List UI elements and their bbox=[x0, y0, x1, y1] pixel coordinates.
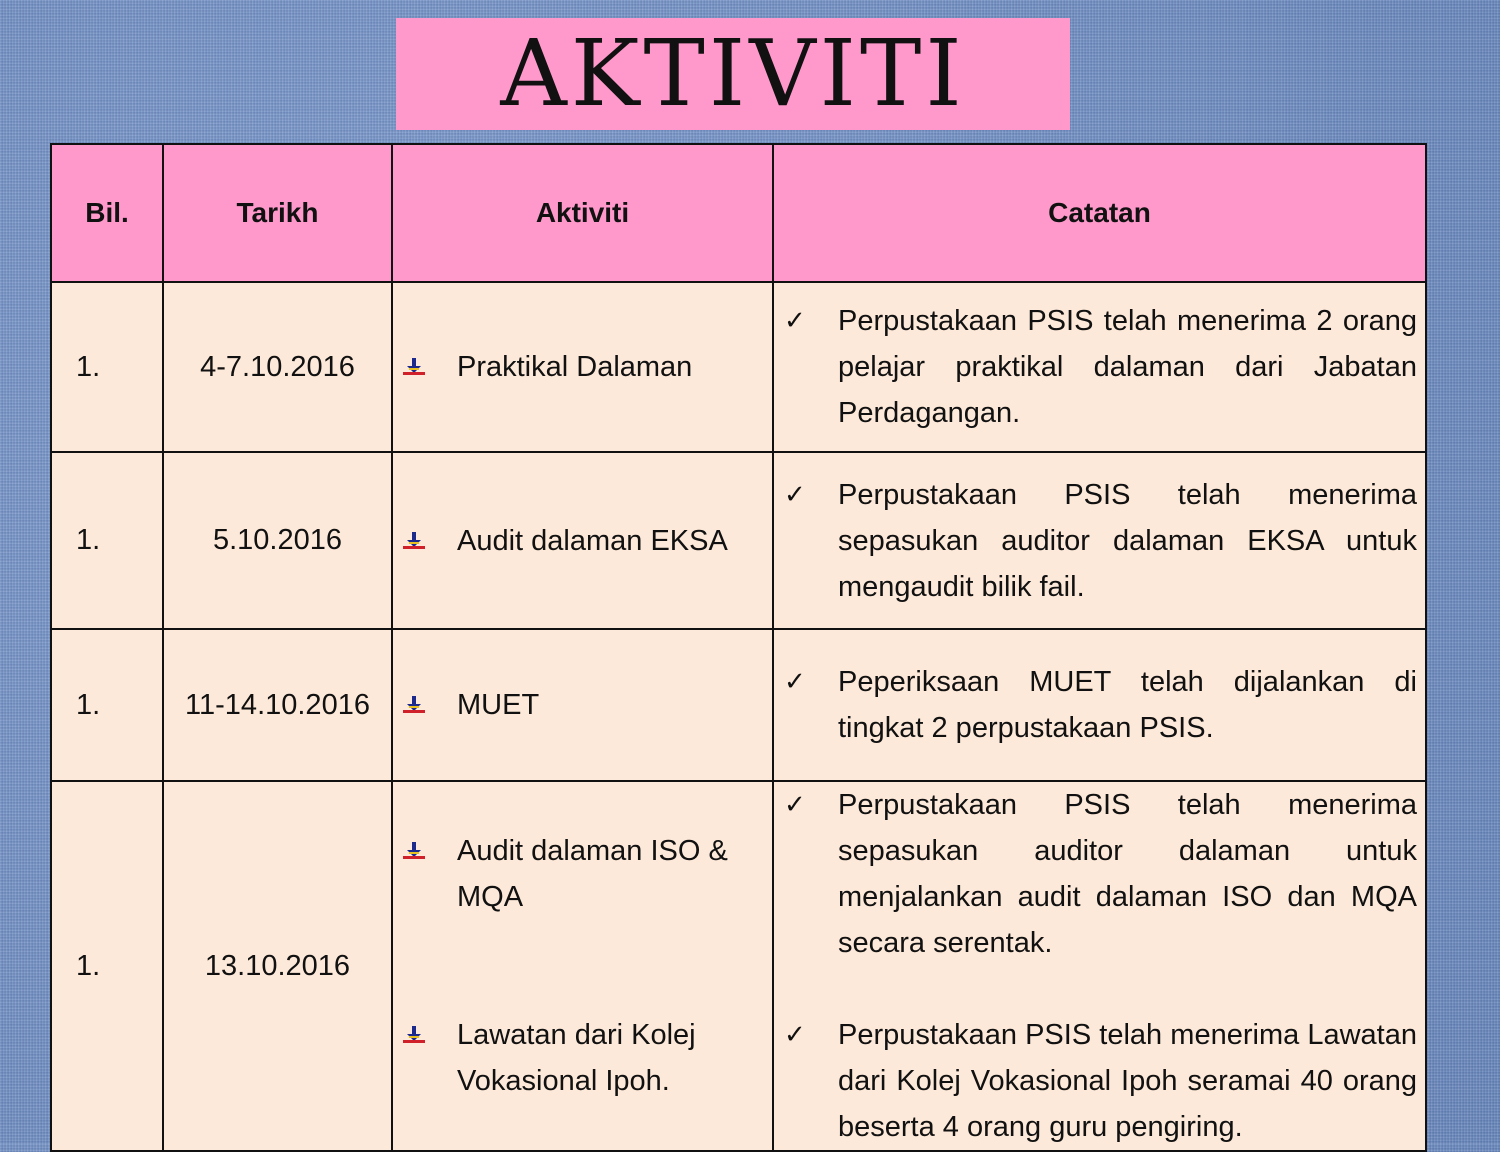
bullet-arrow-icon bbox=[393, 1012, 457, 1058]
note-item bbox=[774, 472, 1425, 610]
note-item bbox=[774, 1012, 1425, 1150]
cell-catatan bbox=[773, 452, 1426, 629]
bullet-arrow-icon bbox=[393, 518, 457, 564]
activity-text: Lawatan dari Kolej Vokasional Ipoh. bbox=[457, 1019, 696, 1097]
activity-text: MUET bbox=[457, 689, 540, 721]
table-row bbox=[51, 781, 1426, 1151]
activity-item bbox=[393, 344, 772, 390]
cell-aktiviti bbox=[392, 781, 773, 1151]
note-text: Perpustakaan PSIS telah menerima sepasukan auditor dalaman untuk menjalankan audit dalaman ISO dan MQA secara serentak. bbox=[838, 789, 1417, 959]
bullet-arrow-icon bbox=[393, 344, 457, 390]
activity-text: Audit dalaman EKSA bbox=[457, 524, 728, 557]
checkmark-icon: ✓ bbox=[784, 479, 806, 510]
note-text: Perpustakaan PSIS telah menerima 2 orang pelajar praktikal dalaman dari Jabatan Perdagangan. bbox=[838, 305, 1417, 429]
cell-bil: 1. bbox=[51, 629, 163, 781]
activity-item bbox=[393, 828, 772, 920]
cell-bil: 1. bbox=[51, 781, 163, 1151]
activity-item bbox=[393, 682, 772, 728]
header-aktiviti: Aktiviti bbox=[392, 144, 773, 282]
checkmark-icon: ✓ bbox=[784, 1020, 806, 1050]
cell-catatan bbox=[773, 282, 1426, 452]
note-item bbox=[774, 298, 1425, 436]
activity-item bbox=[393, 518, 772, 564]
activity-item bbox=[393, 1012, 772, 1104]
title-banner bbox=[396, 18, 1070, 130]
header-catatan: Catatan bbox=[773, 144, 1426, 282]
cell-tarikh: 11-14.10.2016 bbox=[163, 629, 392, 781]
cell-aktiviti bbox=[392, 282, 773, 452]
checkmark-icon: ✓ bbox=[784, 790, 806, 820]
header-bil: Bil. bbox=[51, 144, 163, 282]
note-text: Perpustakaan PSIS telah menerima Lawatan dari Kolej Vokasional Ipoh seramai 40 orang beserta 4 orang guru pengiring. bbox=[838, 1019, 1417, 1143]
cell-catatan bbox=[773, 781, 1426, 1151]
activity-text: Praktikal Dalaman bbox=[457, 351, 693, 383]
note-text: Peperiksaan MUET telah dijalankan di tingkat 2 perpustakaan PSIS. bbox=[838, 666, 1417, 744]
checkmark-icon: ✓ bbox=[784, 306, 806, 336]
note-text: Perpustakaan PSIS telah menerima sepasukan auditor dalaman EKSA untuk mengaudit bilik fail. bbox=[838, 478, 1417, 603]
note-item bbox=[774, 659, 1425, 751]
cell-tarikh: 5.10.2016 bbox=[163, 452, 392, 629]
table-row bbox=[51, 629, 1426, 781]
header-tarikh: Tarikh bbox=[163, 144, 392, 282]
bullet-arrow-icon bbox=[393, 828, 457, 874]
page-title: AKTIVITI bbox=[500, 20, 966, 127]
note-item bbox=[774, 782, 1425, 966]
checkmark-icon: ✓ bbox=[784, 667, 806, 697]
cell-bil: 1. bbox=[51, 282, 163, 452]
cell-bil: 1. bbox=[51, 452, 163, 629]
cell-aktiviti bbox=[392, 452, 773, 629]
cell-aktiviti bbox=[392, 629, 773, 781]
bullet-arrow-icon bbox=[393, 682, 457, 728]
cell-tarikh: 13.10.2016 bbox=[163, 781, 392, 1151]
activity-text: Audit dalaman ISO & MQA bbox=[457, 835, 728, 913]
table-row bbox=[51, 452, 1426, 629]
table-row bbox=[51, 282, 1426, 452]
cell-tarikh: 4-7.10.2016 bbox=[163, 282, 392, 452]
header-row bbox=[51, 144, 1426, 282]
activity-table bbox=[50, 143, 1427, 1152]
cell-catatan bbox=[773, 629, 1426, 781]
